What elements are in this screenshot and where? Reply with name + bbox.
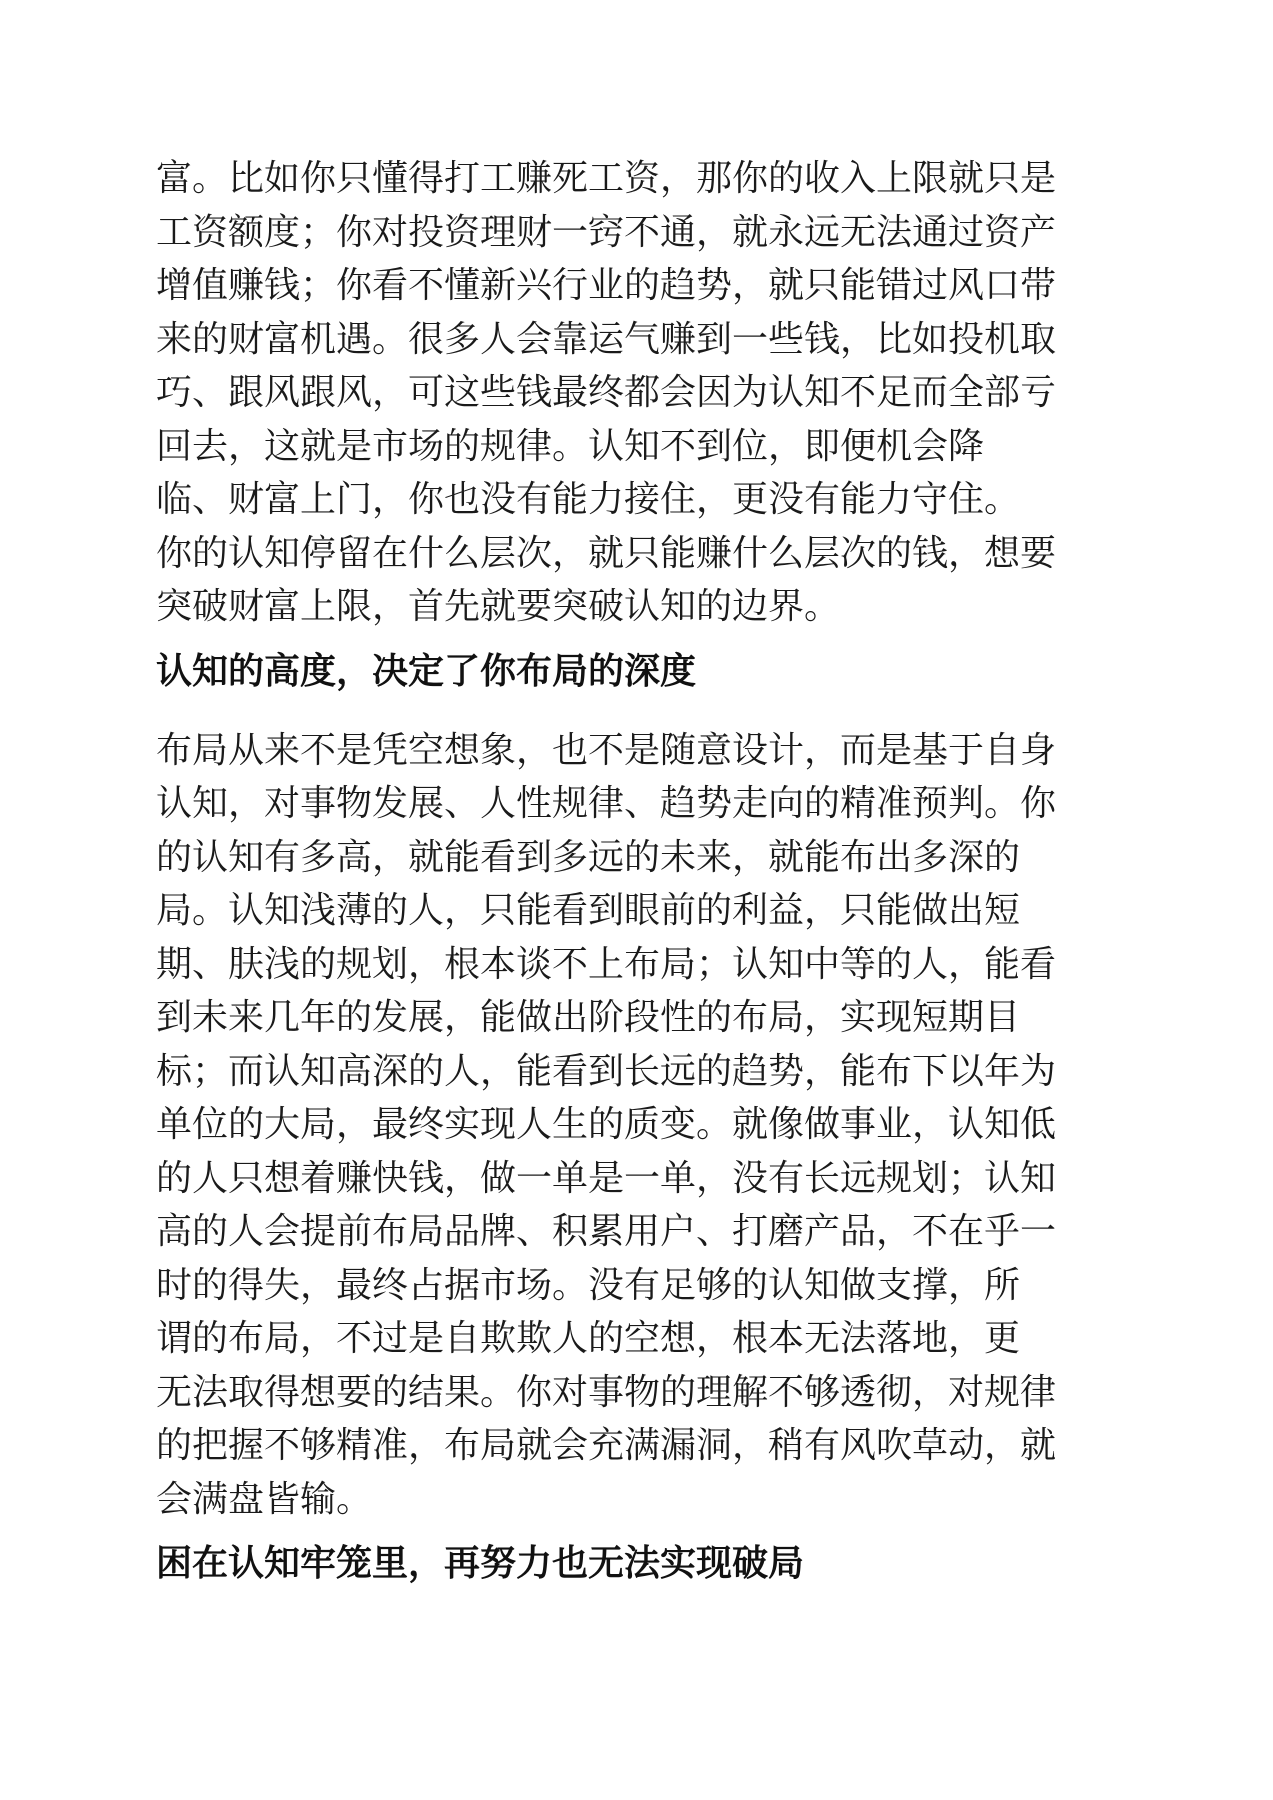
text-line: 会满盘皆输。 [156,1478,373,1520]
text-line: 的认知有多高，就能看到多远的未来，就能布出多深的 [156,836,1021,878]
text-line: 回去，这就是市场的规律。认知不到位，即便机会降 [156,425,985,467]
text-line: 突破财富上限，首先就要突破认知的边界。 [156,586,841,627]
text-line: 谓的布局，不过是自欺欺人的空想，根本无法落地，更 [156,1318,1021,1359]
text-line: 局。认知浅薄的人，只能看到眼前的利益，只能做出短 [156,890,1021,931]
section-heading-1: 认知的高度，决定了你布局的深度 [156,650,697,692]
text-line: 来的财富机遇。很多人会靠运气赚到一些钱，比如投机取 [156,318,1057,360]
text-line: 你的认知停留在什么层次，就只能赚什么层次的钱，想要 [156,532,1057,574]
text-line: 单位的大局，最终实现人生的质变。就像做事业，认知低 [156,1104,1057,1145]
spacer [156,634,1116,642]
text-line: 巧、跟风跟风，可这些钱最终都会因为认知不足而全部亏 [156,372,1057,413]
text-line: 标；而认知高深的人，能看到长远的趋势，能布下以年为 [156,1050,1057,1092]
text-line: 布局从来不是凭空想象，也不是随意设计，而是基于自身 [156,729,1057,771]
text-line: 增值赚钱；你看不懂新兴行业的趋势，就只能错过风口带 [156,265,1057,306]
text-line: 期、肤浅的规划，根本谈不上布局；认知中等的人，能看 [156,943,1057,985]
text-line: 工资额度；你对投资理财一窍不通，就永远无法通过资产 [156,211,1057,253]
spacer [156,702,1116,724]
paragraph-1 [156,152,1116,634]
text-line: 时的得失，最终占据市场。没有足够的认知做支撑，所 [156,1264,1021,1306]
spacer [156,1526,1116,1534]
document-page [156,152,1116,1594]
text-line: 的人只想着赚快钱，做一单是一单，没有长远规划；认知 [156,1157,1057,1199]
text-line: 认知，对事物发展、人性规律、趋势走向的精准预判。你 [156,783,1057,824]
section-heading-2: 困在认知牢笼里，再努力也无法实现破局 [156,1543,805,1584]
paragraph-2 [156,724,1116,1527]
text-line: 到未来几年的发展，能做出阶段性的布局，实现短期目 [156,997,1021,1038]
text-line: 无法取得想要的结果。你对事物的理解不够透彻，对规律 [156,1371,1057,1413]
text-line: 富。比如你只懂得打工赚死工资，那你的收入上限就只是 [156,158,1057,199]
text-line: 高的人会提前布局品牌、积累用户、打磨产品，不在乎一 [156,1211,1057,1252]
text-line: 的把握不够精准，布局就会充满漏洞，稍有风吹草动，就 [156,1425,1057,1466]
text-line: 临、财富上门，你也没有能力接住，更没有能力守住。 [156,479,1021,520]
